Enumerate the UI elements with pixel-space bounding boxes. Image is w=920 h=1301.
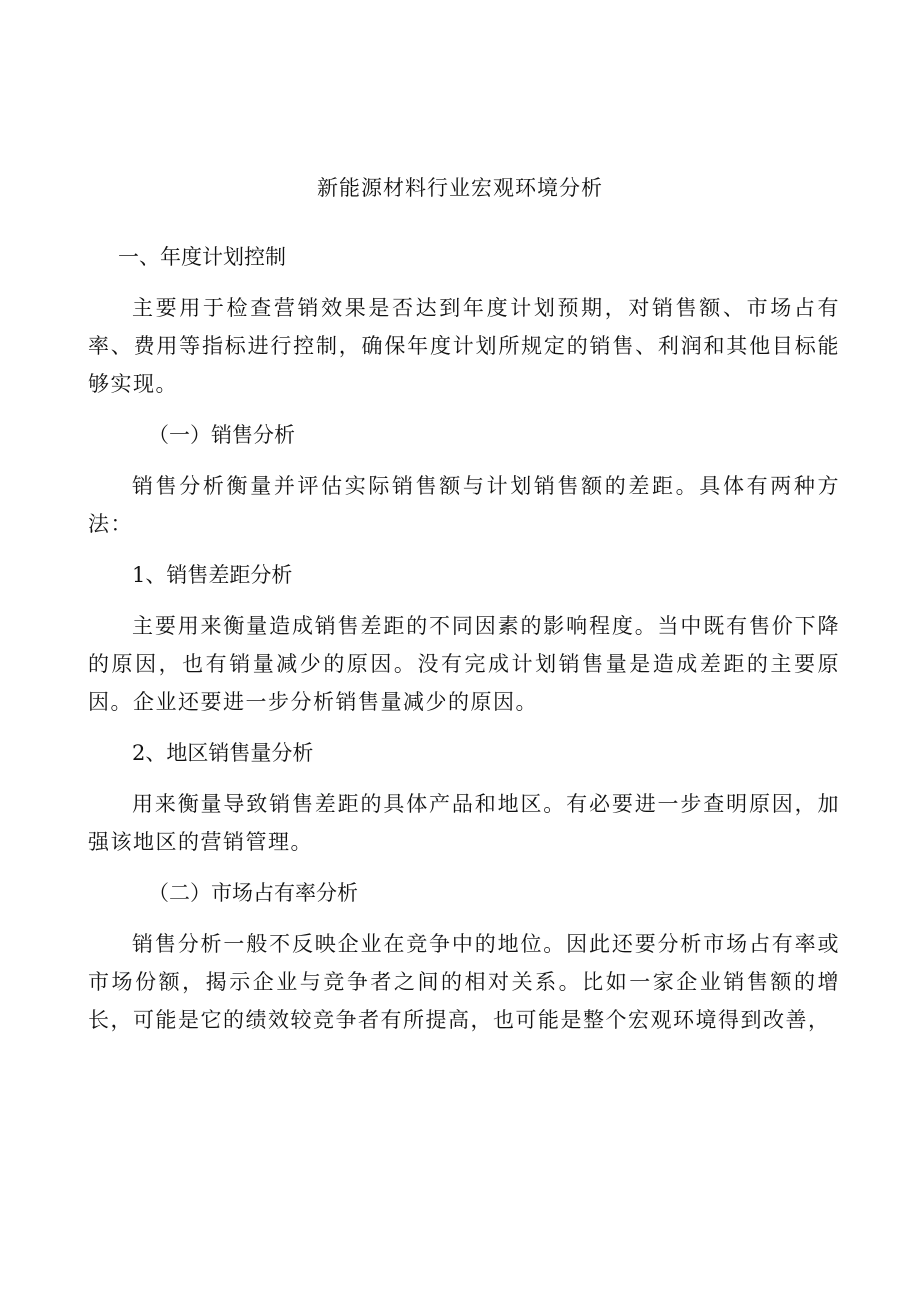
paragraph-market-share-analysis: 销售分析一般不反映企业在竞争中的地位。因此还要分析市场占有率或市场份额，揭示企业与竞争者之间的相对关系。比如一家企业销售额的增长，可能是它的绩效较竞争者有所提高，也可能是整个宏观环境得到改善， [88, 932, 840, 1032]
subsection-heading-sales-analysis: （一）销售分析 [148, 423, 295, 447]
subsection-heading-market-share-analysis: （二）市场占有率分析 [148, 881, 358, 905]
section-heading-annual-plan-control: 一、年度计划控制 [118, 245, 286, 269]
paragraph-annual-plan-intro: 主要用于检查营销效果是否达到年度计划预期，对销售额、市场占有率、费用等指标进行控制，确保年度计划所规定的销售、利润和其他目标能够实现。 [88, 296, 840, 396]
item-heading-regional-sales-analysis: 2、地区销售量分析 [132, 741, 314, 765]
paragraph-regional-sales-analysis: 用来衡量导致销售差距的具体产品和地区。有必要进一步查明原因，加强该地区的营销管理。 [88, 792, 840, 854]
document-title: 新能源材料行业宏观环境分析 [317, 176, 603, 200]
document-body [88, 238, 840, 1052]
item-heading-sales-gap-analysis: 1、销售差距分析 [132, 563, 293, 587]
paragraph-sales-analysis: 销售分析衡量并评估实际销售额与计划销售额的差距。具体有两种方法： [88, 474, 840, 536]
paragraph-sales-gap-analysis: 主要用来衡量造成销售差距的不同因素的影响程度。当中既有售价下降的原因，也有销量减少的原因。没有完成计划销售量是造成差距的主要原因。企业还要进一步分析销售量减少的原因。 [88, 614, 840, 714]
